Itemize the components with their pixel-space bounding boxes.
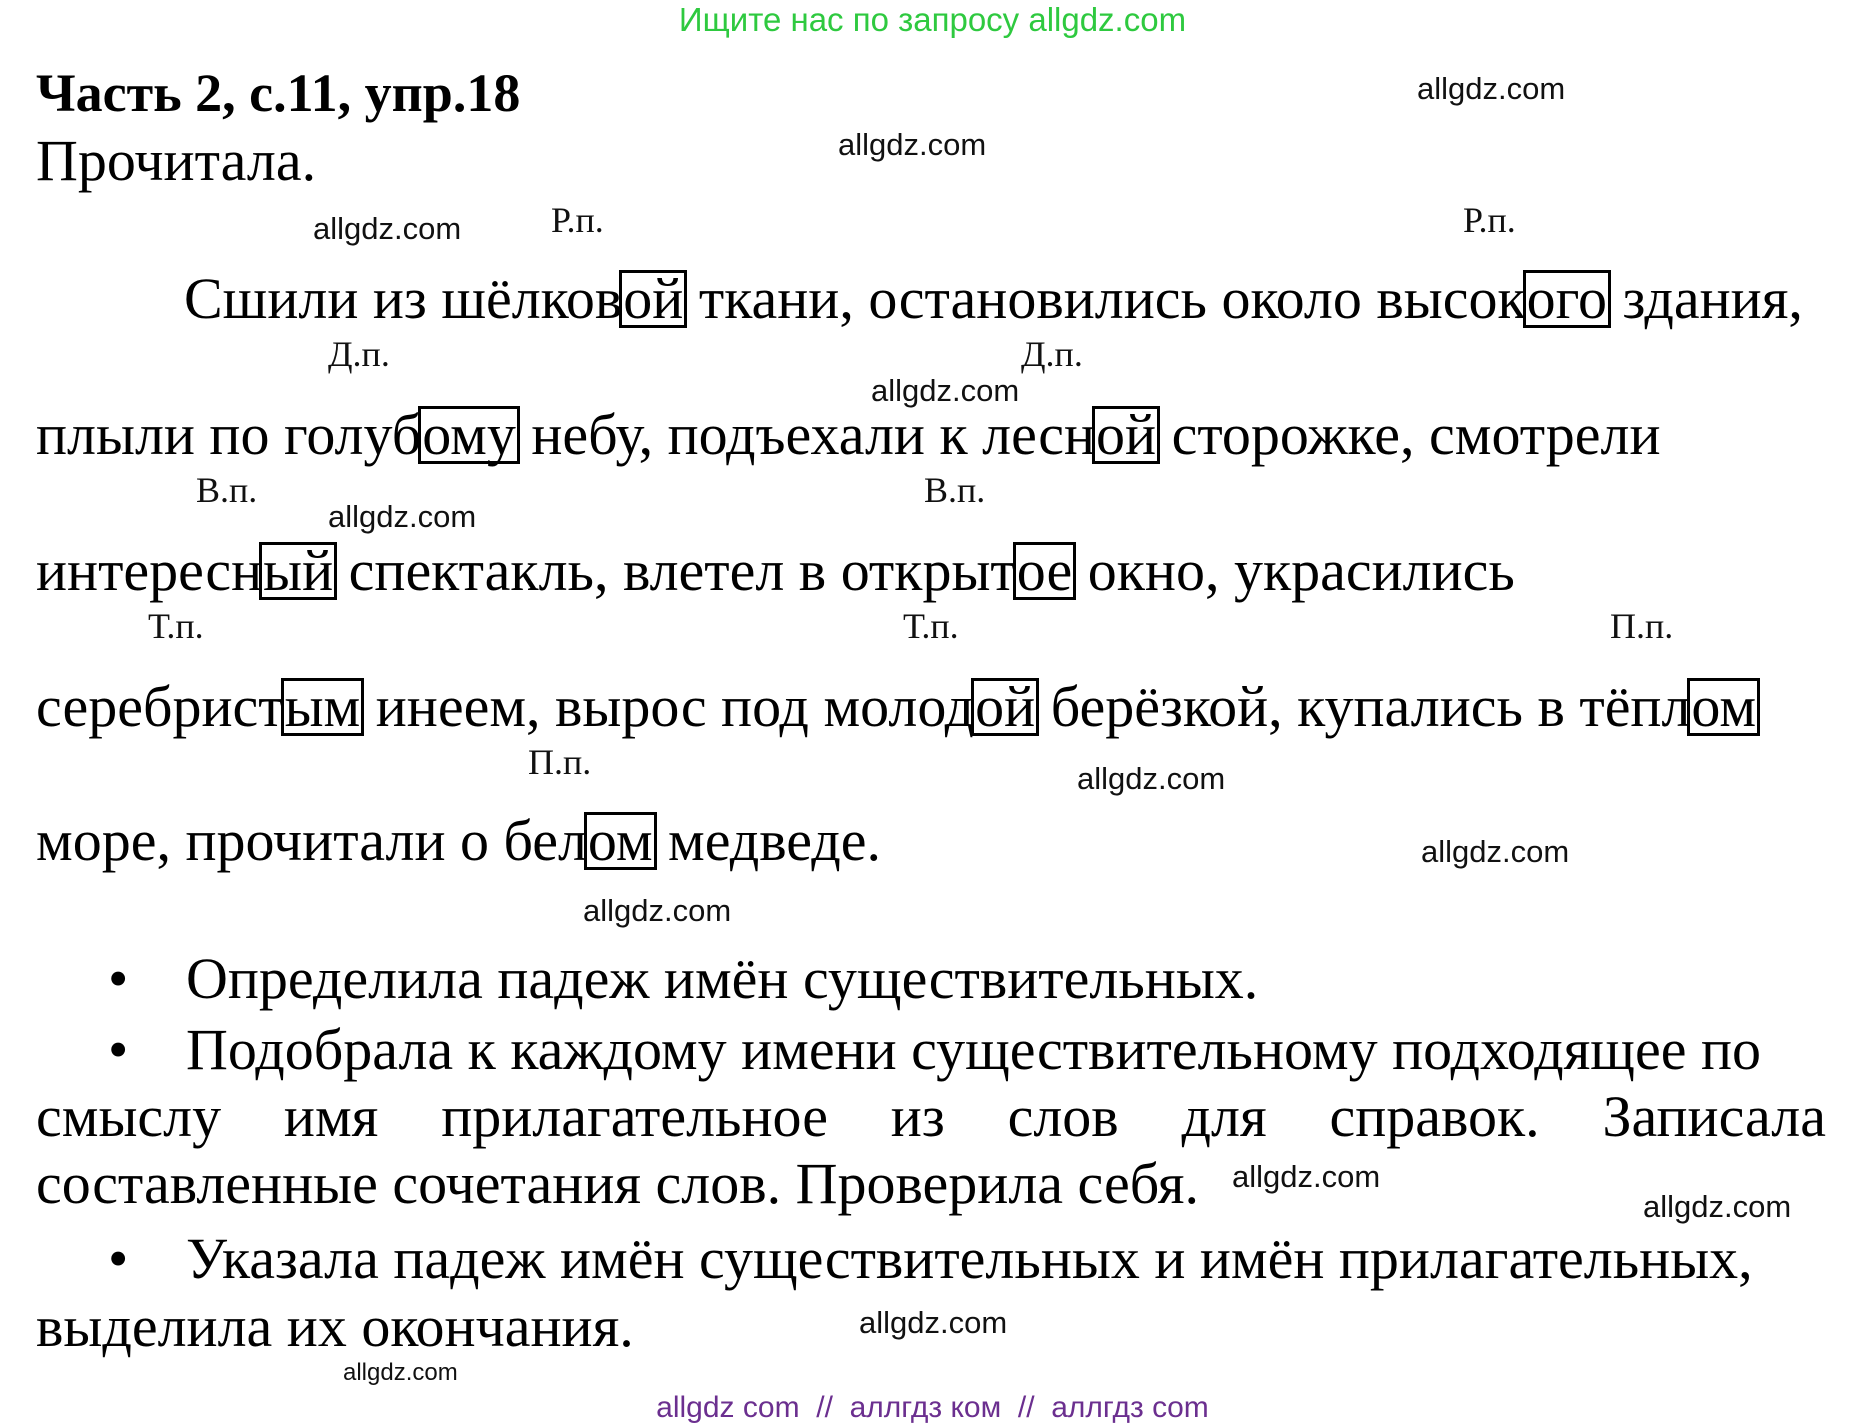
text: плыли по голуб bbox=[36, 402, 422, 467]
case-label: Д.п. bbox=[1021, 334, 1083, 374]
bullet-icon: • bbox=[108, 1226, 129, 1291]
task-2-cont: составленные сочетания слов. Проверила себя. bbox=[36, 1151, 1199, 1216]
text: спектакль, влетел в открыт bbox=[334, 538, 1016, 603]
case-label: Т.п. bbox=[148, 606, 204, 646]
case-label: В.п. bbox=[924, 470, 986, 510]
task-3-cont: выделила их окончания. bbox=[36, 1294, 634, 1359]
text: инеем, вырос под молод bbox=[361, 674, 975, 739]
ending-box: ого bbox=[1523, 270, 1611, 328]
text: море, прочитали о бел bbox=[36, 808, 587, 873]
phrase-line-1 bbox=[184, 266, 1803, 331]
watermark: allgdz.com bbox=[313, 211, 462, 246]
task-text: Подобрала к каждому имени существительному подходящее по bbox=[186, 1017, 1761, 1082]
ending-box: ой bbox=[971, 678, 1039, 736]
case-label: В.п. bbox=[196, 470, 258, 510]
top-banner[interactable]: Ищите нас по запросу allgdz.com bbox=[678, 1, 1187, 38]
case-label: П.п. bbox=[1610, 606, 1674, 646]
case-label: Р.п. bbox=[551, 200, 604, 240]
watermark: allgdz.com bbox=[1232, 1159, 1381, 1194]
bullet-icon: • bbox=[108, 946, 129, 1011]
task-3 bbox=[0, 1226, 1753, 1291]
ending-box: ый bbox=[259, 542, 337, 600]
task-2-cont: смыслу имя прилагательное из слов для справок. Записала bbox=[36, 1084, 1826, 1149]
case-label: Д.п. bbox=[328, 334, 390, 374]
watermark: allgdz.com bbox=[1417, 71, 1566, 106]
phrase-line-2 bbox=[36, 402, 1661, 467]
text: берёзкой, купались в тёпл bbox=[1036, 674, 1691, 739]
phrase-line-3 bbox=[36, 538, 1515, 603]
phrase-line-4 bbox=[36, 674, 1757, 739]
watermark: allgdz.com bbox=[1643, 1189, 1792, 1224]
task-2 bbox=[0, 1017, 1761, 1082]
footer-links[interactable]: allgdz com // аллгдз ком // аллгдз com bbox=[656, 1391, 1209, 1424]
watermark: allgdz.com bbox=[328, 499, 477, 534]
text: сторожке, смотрели bbox=[1157, 402, 1661, 467]
text: здания, bbox=[1608, 266, 1803, 331]
watermark: allgdz.com bbox=[583, 893, 732, 928]
intro-text: Прочитала. bbox=[36, 128, 317, 193]
text: небу, подъехали к лесн bbox=[516, 402, 1096, 467]
text: медведе. bbox=[653, 808, 881, 873]
phrase-line-5 bbox=[36, 808, 881, 873]
text: Сшили из шёлков bbox=[184, 266, 623, 331]
task-text: Указала падеж имён существительных и имён прилагательных, bbox=[186, 1226, 1753, 1291]
task-text: Определила падеж имён существительных. bbox=[186, 946, 1259, 1011]
text: окно, украсились bbox=[1073, 538, 1515, 603]
ending-box: ым bbox=[281, 678, 365, 736]
task-1 bbox=[0, 946, 1259, 1011]
text: интересн bbox=[36, 538, 263, 603]
ending-box: ое bbox=[1013, 542, 1076, 600]
page-title: Часть 2, с.11, упр.18 bbox=[36, 63, 521, 123]
ending-box: ой bbox=[619, 270, 687, 328]
watermark: allgdz.com bbox=[1077, 761, 1226, 796]
ending-box: ому bbox=[418, 406, 520, 464]
watermark: allgdz.com bbox=[871, 373, 1020, 408]
case-label: Т.п. bbox=[903, 606, 959, 646]
ending-box: ом bbox=[1687, 678, 1760, 736]
bullet-icon: • bbox=[108, 1017, 129, 1082]
watermark: allgdz.com bbox=[859, 1305, 1008, 1340]
watermark: allgdz.com bbox=[838, 127, 987, 162]
watermark: allgdz.com bbox=[343, 1359, 458, 1386]
ending-box: ой bbox=[1092, 406, 1160, 464]
case-label: П.п. bbox=[528, 742, 592, 782]
ending-box: ом bbox=[584, 812, 657, 870]
text: серебрист bbox=[36, 674, 284, 739]
case-label: Р.п. bbox=[1463, 200, 1516, 240]
text: ткани, остановились около высок bbox=[684, 266, 1526, 331]
watermark: allgdz.com bbox=[1421, 834, 1570, 869]
